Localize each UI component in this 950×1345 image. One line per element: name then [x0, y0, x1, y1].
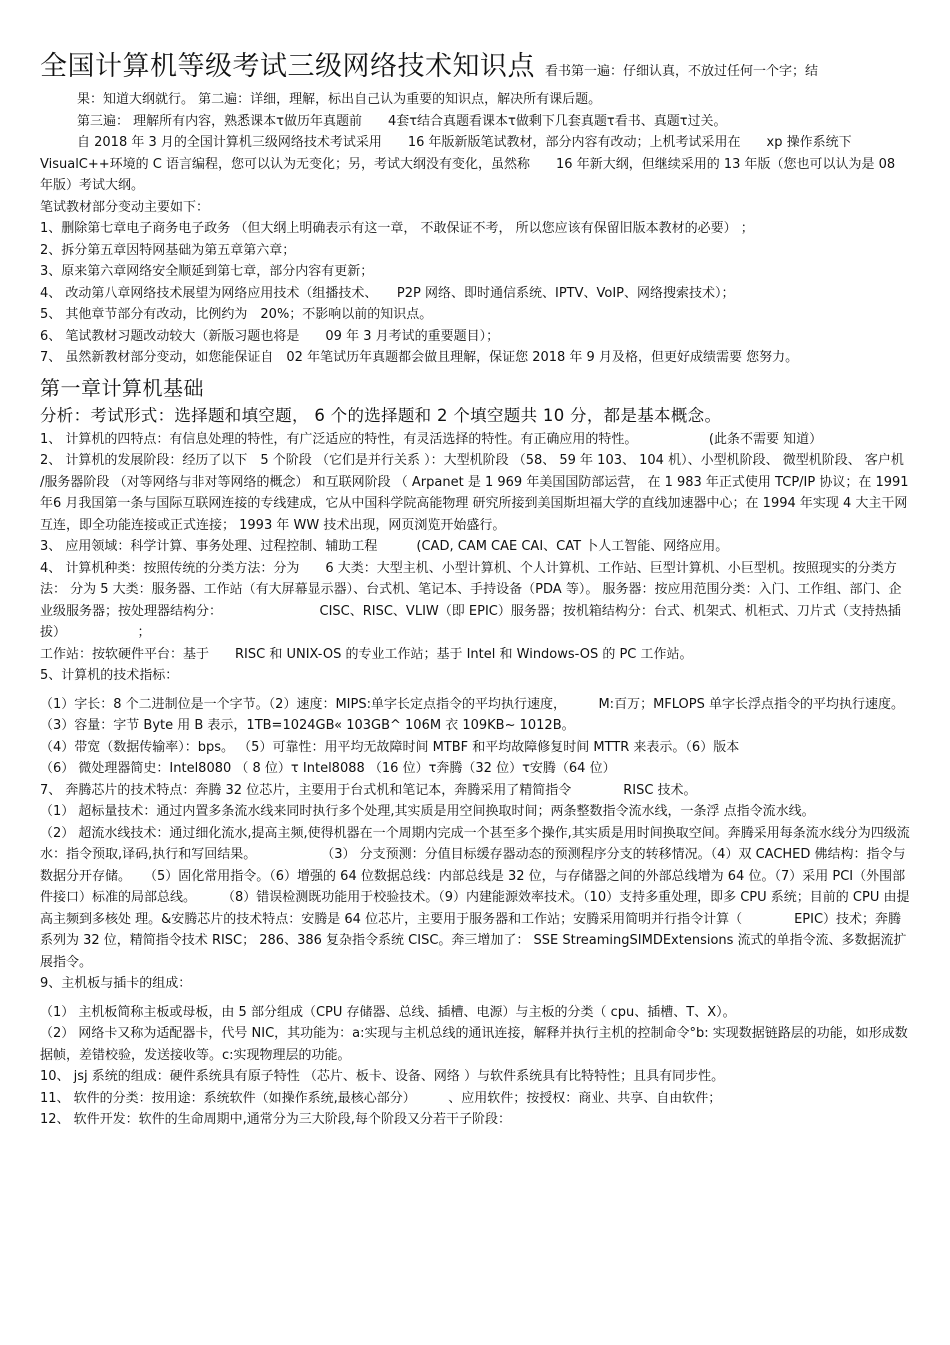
document-title: 全国计算机等级考试三级网络技术知识点 [40, 51, 535, 82]
knowledge-item: 5、计算机的技术指标： [40, 668, 179, 683]
change-item: 3、原来第六章网络安全顺延到第七章，部分内容有更新； [40, 264, 374, 279]
change-item: 4、 改动第八章网络技术展望为网络应用技术（组播技术、 P2P 网络、即时通信系统、IPTV、VoIP、网络搜索技术）； [40, 285, 735, 301]
spacer [40, 995, 910, 1002]
changes-heading: 笔试教材部分变动主要如下： [40, 199, 210, 215]
intro-paragraph-1: 果：知道大纲就行。 第二遍：详细，理解，标出自己认为重要的知识点，解决所有课后题。 [77, 92, 602, 107]
knowledge-item: 4、 计算机种类：按照传统的分类方法：分为 6 大类：大型主机、小型计算机、个人计算机、工作站、巨型计算机、小巨型机。按照现实的分类方法： 分为 5 大类：服务器、工作站（有大屏幕显示器）、台式机、笔记本、手持设备（PDA 等）。 服务器：按应用范围分类：入门、工作组、部门、企业级服务器；按处理器结构分： CISC、RISC、VLIW（即 EPIC）服务器；按机箱结构分：台式、机架式、机柜式、刀片式（支持热插拔） ； [40, 560, 902, 640]
knowledge-item: （1） 主机板简称主板或母板，由 5 部分组成（CPU 存储器、总线、插槽、电源）与主板的分类（ cpu、插槽、T、X）。 [40, 1004, 736, 1020]
title-line [40, 52, 910, 87]
change-item: 6、 笔试教材习题改动较大（新版习题也将是 09 年 3 月考试的重要题目）； [40, 328, 500, 344]
change-item: 2、拆分第五章因特网基础为第五章第六章； [40, 242, 296, 258]
knowledge-item: 1、 计算机的四特点：有信息处理的特性，有广泛适应的特性，有灵活选择的特性。有正确应用的特性。 (此条不需要 知道） [40, 431, 823, 447]
knowledge-item: 11、 软件的分类：按用途：系统软件（如操作系统,最核心部分） 、应用软件；按授权：商业、共享、自由软件； [40, 1090, 722, 1106]
spacer [40, 687, 910, 694]
knowledge-item: 7、 奔腾芯片的技术特点：奔腾 32 位芯片，主要用于台式机和笔记本，奔腾采用了精简指令 RISC 技术。 [40, 782, 697, 798]
knowledge-item: （6） 微处理器简史：Intel8080 （ 8 位）τ Intel8088 （16 位）τ奔腾（32 位）τ安腾（64 位） [40, 761, 616, 776]
knowledge-item: （1）字长：8 个二进制位是一个字节。（2）速度：MIPS:单字长定点指令的平均执行速度， M:百万；MFLOPS 单字长浮点指令的平均执行速度。 （3）容量：字节 Byte 用 B 表示，1TB=1024GB« 103GB^ 106M 衣 109KB~ 1012B。 [40, 696, 911, 733]
intro-paragraph-3: 自 2018 年 3 月的全国计算机三级网络技术考试采用 16 年版新版笔试教材，部分内容有改动；上机考试采用在 xp 操作系统下 VisualC++环境的 C 语言编程，您可以认为无变化；另，考试大纲没有变化，虽然称 16 年新大纲，但继续采用的 13 年版（您也可以认为是 08 年版）考试大纲。 [40, 135, 896, 193]
knowledge-item: 工作站：按软硬件平台：基于 RISC 和 UNIX-OS 的专业工作站；基于 Intel 和 Windows-OS 的 PC 工作站。 [40, 646, 693, 662]
knowledge-item: （2） 超流水线技术：通过细化流水,提高主频,使得机器在一个周期内完成一个甚至多个操作,其实质是用时间换取空间。奔腾采用每条流水线分为四级流水：指令预取,译码,执行和写回结果。 （3） 分支预测：分值目标缓存器动态的预测程序分支的转移情况。（4）双 CACHED 佛结构：指令与数据分开存储。 （5）固化常用指令。（6）增强的 64 位数据总线：内部总线是 32 位，与存储器之间的外部总线增为 64 位。（7）采用 PCI（外围部件接口）标准的局部总线。 （8）错误检测既功能用于校验技术。（9）内建能源效率技术。（10）支持多重处理，即多 CPU 系统；目前的 CPU 由提高主频到多核处 理。&安腾芯片的技术特点：安腾是 64 位芯片，主要用于服务器和工作站；安腾采用简明并行指令计算（ EPIC）技术；奔腾系列为 32 位，精简指令技术 RISC； 286、386 复杂指令系统 CISC。奔三增加了： SSE StreamingSIMDExtensions 流式的单指令流、多数据流扩展指令。 [40, 825, 910, 970]
knowledge-item: 9、主机板与插卡的组成： [40, 976, 192, 991]
chapter-analysis: 分析：考试形式：选择题和填空题， 6 个的选择题和 2 个填空题共 10 分，都是基本概念。 [40, 405, 722, 425]
knowledge-item: 10、 jsj 系统的组成：硬件系统具有原子特性 （芯片、板卡、设备、网络 ）与软件系统具有比特特性；且具有同步性。 [40, 1069, 725, 1084]
knowledge-item: 12、 软件开发：软件的生命周期中,通常分为三大阶段,每个阶段又分若干子阶段： [40, 1112, 511, 1127]
knowledge-item: 3、 应用领域：科学计算、事务处理、过程控制、辅助工程 (CAD, CAM CAE CAI、CAT 卜人工智能、网络应用。 [40, 539, 729, 554]
change-item: 5、 其他章节部分有改动，比例约为 20%；不影响以前的知识点。 [40, 307, 433, 322]
change-item: 1、删除第七章电子商务电子政务 （但大纲上明确表示有这一章， 不敢保证不考， 所以您应该有保留旧版本教材的必要） ； [40, 221, 754, 236]
knowledge-item: （1） 超标量技术：通过内置多条流水线来同时执行多个处理,其实质是用空间换取时间；两条整数指令流水线，一条浮 点指令流水线。 [40, 804, 815, 819]
change-item: 7、 虽然新教材部分变动，如您能保证自 02 年笔试历年真题都会做且理解，保证您 2018 年 9 月及格，但更好成绩需要 您努力。 [40, 350, 799, 365]
chapter-title: 第一章计算机基础 [40, 375, 204, 400]
knowledge-item: （4）带宽（数据传输率）：bps。 （5）可靠性：用平均无故障时间 MTBF 和平均故障修复时间 MTTR 来表示。（6）版本 [40, 739, 740, 755]
knowledge-item: 2、 计算机的发展阶段：经历了以下 5 个阶段 （它们是并行关系 ）：大型机阶段 （58、 59 年 103、 104 机）、小型机阶段、 微型机阶段、 客户机 /服务器阶段 （对等网络与非对等网络的概念） 和互联网阶段 （ Arpanet 是 1 969 年美国国防部运营， 在 1 983 年正式使用 TCP/IP 协议；在 1991 年6 月我国第一条与国际互联网连接的专线建成，它从中国科学院高能物理 研究所接到美国斯坦福大学的直线加速器中心；在 1994 年实现 4 大主干网互连，即全功能连接或正式连接； 1993 年 WW 技术出现，网页浏览开始盛行。 [40, 453, 909, 533]
title-trailing-text: 看书第一遍：仔细认真，不放过任何一个字；结 [545, 64, 819, 79]
intro-paragraph-2: 第三遍： 理解所有内容，熟悉课本τ做历年真题前 4套τ结合真题看课本τ做剩下几套真题τ看书、真题τ过关。 [77, 113, 727, 129]
knowledge-item: （2） 网络卡又称为适配器卡，代号 NIC，其功能为：a:实现与主机总线的通讯连接，解释并执行主机的控制命令°b: 实现数据链路层的功能，如形成数据帧，差错校验，发送接收等。c:实现物理层的功能。 [40, 1026, 908, 1063]
